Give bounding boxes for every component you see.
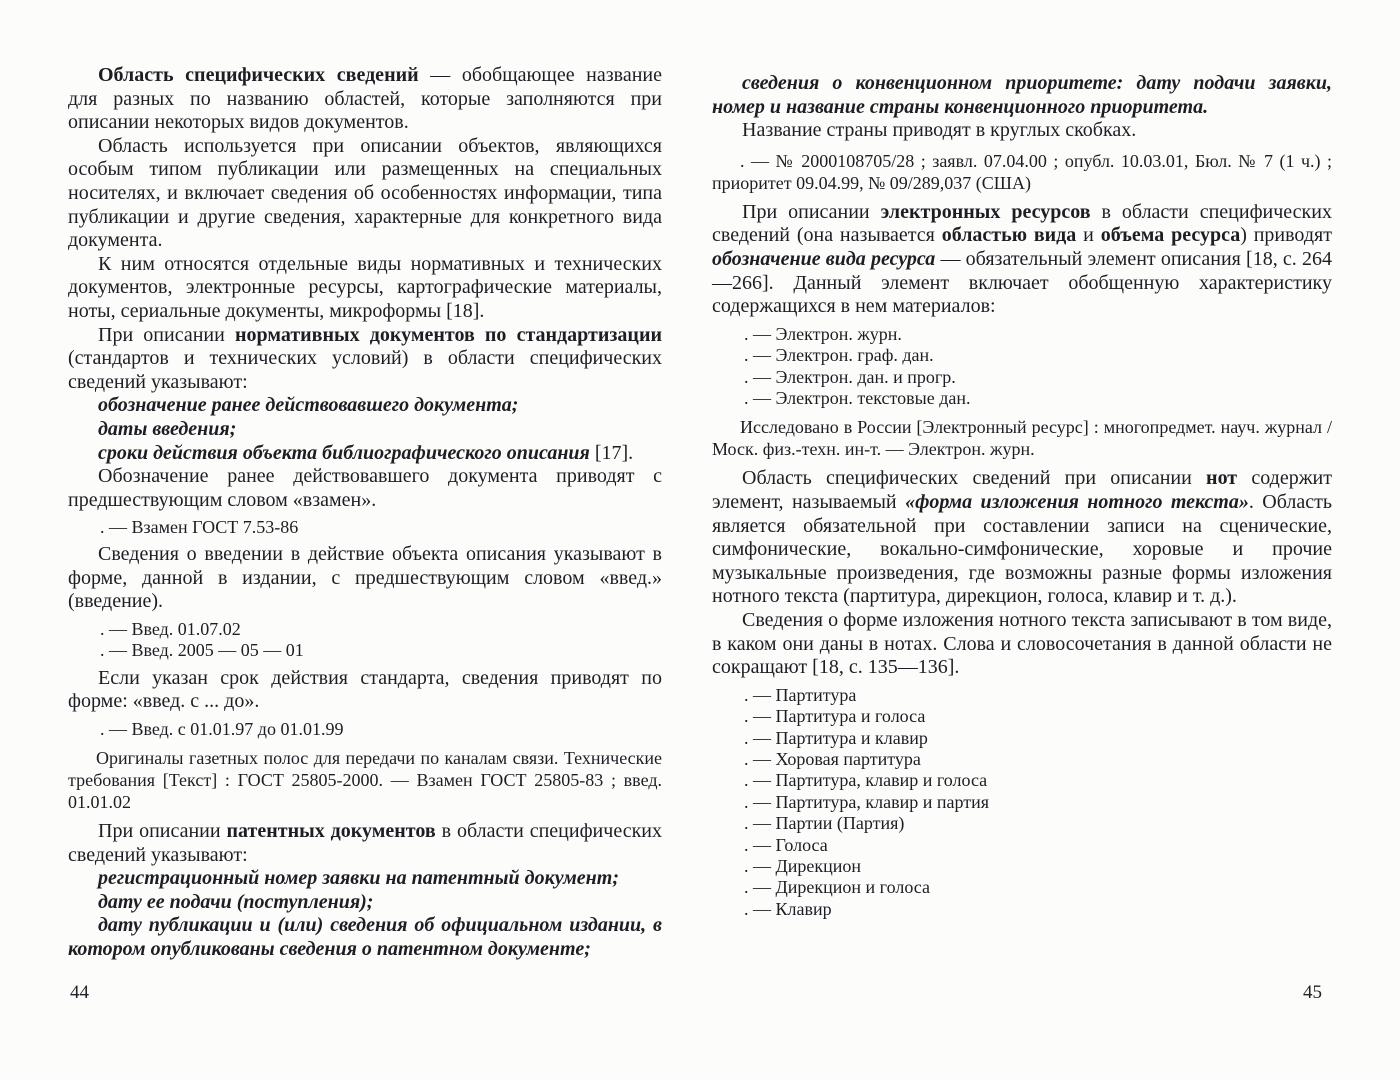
text-run: Сведения о форме изложения нотного текста записывают в том виде, в каком они даны в нотах. Слова и словосочетания в данной области не сокращают [18, с. 135—136]. [712,608,1332,679]
example-block: Оригиналы газетных полос для передачи по каналам связи. Технические требования [Текст] : ГОСТ 25805-2000. — Взамен ГОСТ 25805-83 ; введ. 01.01.02 [68,748,662,813]
paragraph [68,543,662,614]
paragraph [712,72,1332,119]
bold-italic-term: сроки действия объекта библиографического описания [98,441,590,464]
bold-italic-term: «форма изложения нотного текста» [905,490,1249,513]
example-line: . — Электрон. граф. дан. [744,345,934,366]
paragraph [68,891,662,915]
paragraph [68,667,662,714]
bold-term: патентных документов [226,820,436,843]
paragraph [68,394,662,418]
example-line: . — Введ. с 01.01.97 до 01.01.99 [100,719,344,740]
bold-italic-term: дату публикации и (или) сведения об официальном издании, в котором опубликованы сведения о патентном документе; [68,914,662,961]
text-run: и [1076,224,1101,247]
text-run: Сведения о введении в действие объекта описания указывают в форме, данной в издании, с предшествующим словом «введ.» (введение). [68,543,662,613]
example-list [712,685,1332,920]
bold-italic-term: обозначение ранее действовавшего документа; [98,394,519,417]
bold-italic-term: обозначение вида ресурса [712,247,936,270]
example-line: . — Голоса [744,834,828,855]
paragraph [68,867,662,891]
page-number-right: 45 [1303,982,1322,1003]
bold-term: Область специфических сведений [98,64,419,86]
paragraph [68,442,662,466]
bold-italic-term: дату ее подачи (поступления); [98,890,374,913]
text-run: Если указан срок действия стандарта, сведения приводят по форме: «введ. с ... до». [68,666,662,713]
text-run: . Область является обязательной при составлении записи на сценические, симфонические, вокально-симфонические, хоровые и прочие музыкальные произведения, где возможны разные формы изложения нотного текста (партитура, дирекцион, голоса, клавир и т. д.). [712,490,1333,608]
text-run: — обобщающее название для разных по названию областей, которые заполняются при описании некоторых видов документов. [68,64,663,134]
example-line: . — Дирекцион [744,855,862,876]
text-run: Область специфических сведений при описании [742,467,1207,490]
example-block: . — № 2000108705/28 ; заявл. 07.04.00 ; опубл. 10.03.01, Бюл. № 7 (1 ч.) ; приоритет 09.04.99, № 09/289,037 (США) [712,150,1332,193]
right-page [712,72,1332,925]
example-line: . — Партитура и голоса [744,706,926,727]
example-line: . — Электрон. дан. и прогр. [744,366,956,387]
text-run: Область используется при описании объектов, являющихся особым типом публикации или размещенных на специальных носителях, и включает сведения об особенностях информации, типа публикации и другие сведения, характерные для конкретного вида документа. [68,134,662,252]
paragraph [712,119,1332,143]
bold-italic-term: сведения о конвенционном приоритете: дату подачи заявки, номер и название страны конвенционного приоритета. [712,72,1332,118]
bold-italic-term: даты введения; [98,417,237,440]
bold-term: нот [1206,467,1238,490]
right-page-text [712,72,1332,920]
text-run: (стандартов и технических условий) в области специфических сведений указывают: [68,347,662,393]
example-line: . — Взамен ГОСТ 7.53-86 [100,517,299,538]
paragraph [712,201,1332,319]
example-line: . — Партитура [744,684,857,705]
left-page [68,64,662,962]
paragraph [68,64,662,135]
text-run: ) приводят [1240,224,1332,247]
text-run: При описании [98,820,227,843]
bold-term: нормативных документов по стандартизации [235,323,662,346]
text-run: При описании [98,323,235,346]
example-line: . — Партии (Партия) [744,813,905,834]
text-run: К ним относятся отдельные виды нормативных и технических документов, электронные ресурсы, картографические материалы, ноты, сериальные документы, микроформы [18]. [68,252,662,322]
text-run: — обязательный элемент описания [18, с. 264—266]. Данный элемент включает обобщенную характеристику содержащихся в нем материалов: [712,247,1332,318]
text-run: При описании [742,200,881,223]
paragraph [68,253,662,324]
example-line: . — Дирекцион и голоса [744,877,931,898]
paragraph [68,418,662,442]
paragraph [68,465,662,512]
page-number-left: 44 [70,982,89,1003]
example-line: . — Введ. 2005 — 05 — 01 [100,640,304,661]
example-line: . — Партитура и клавир [744,727,928,748]
text-run: Название страны приводят в круглых скобках. [742,119,1137,142]
text-run: [17]. [589,441,634,464]
paragraph [712,467,1332,609]
paragraph [68,324,662,395]
bold-italic-term: регистрационный номер заявки на патентный документ; [98,867,619,890]
example-line: . — Электрон. текстовые дан. [744,387,971,408]
example-line: . — Партитура, клавир и партия [744,791,990,812]
example-block: Исследовано в России [Электронный ресурс] : многопредмет. науч. журнал / Моск. физ.-техн. ин-т. — Электрон. журн. [712,417,1332,460]
text-run: содержит элемент, называемый [712,467,1332,513]
left-page-text [68,64,662,962]
bold-term: областью вида [941,224,1077,247]
example-line: . — Клавир [744,898,832,919]
example-line: . — Хоровая партитура [744,748,921,769]
example-line: . — Электрон. журн. [744,323,902,344]
paragraph [68,820,662,867]
paragraph [712,609,1332,680]
text-run: Обозначение ранее действовавшего документа приводят с предшествующим словом «взамен». [68,465,662,511]
paragraph [68,914,662,961]
bold-term: электронных ресурсов [880,200,1091,223]
text-run: в области специфических сведений (она называется [712,200,1332,247]
paragraph [68,135,662,253]
bold-term: объема ресурса [1100,224,1241,247]
text-run: в области специфических сведений указывают: [68,820,662,866]
example-list [712,324,1332,410]
example-list [68,619,662,662]
example-line: . — Введ. 01.07.02 [100,619,241,640]
example-line: . — Партитура, клавир и голоса [744,770,988,791]
